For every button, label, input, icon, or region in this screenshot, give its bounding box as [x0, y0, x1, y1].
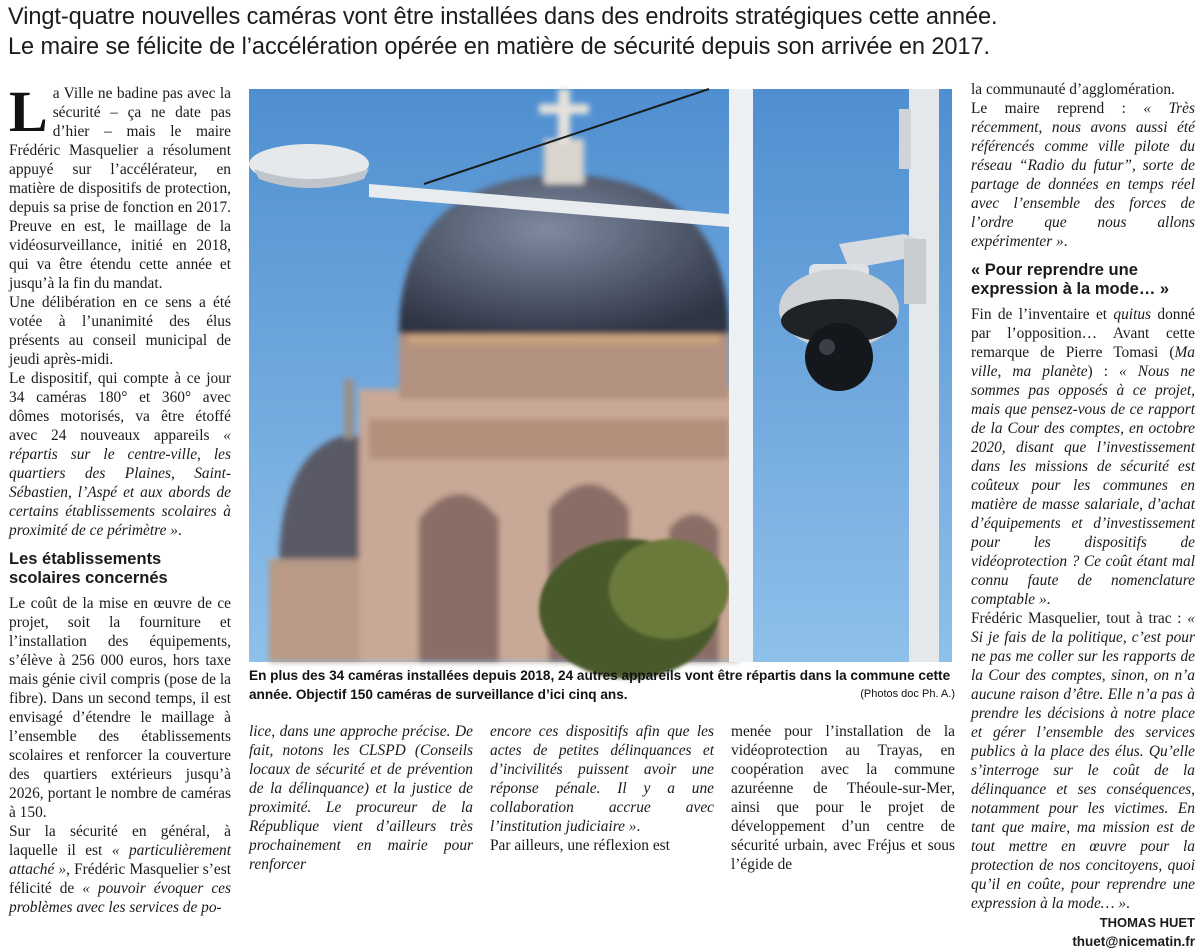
paragraph: la communauté d’agglomération.: [971, 81, 1175, 98]
paragraph-text: .: [177, 522, 182, 539]
caption-text: En plus des 34 caméras installées depuis 2018, 24 autres appareils vont être répartis dans la commune cette année. Objectif 150 caméras de surveillance d’ici cinq ans.: [249, 668, 951, 702]
subhead-line-2: Le maire se félicite de l’accélération opérée en matière de sécurité depuis son arrivée en 2017.: [8, 34, 990, 60]
quote-text: encore ces dispositifs afin que les actes de petites délinquances et d’incivilités puissent avoir une réponse pénale. Il y a une collaboration accrue avec l’institution judiciaire »: [490, 723, 714, 835]
article-column-2: [249, 722, 473, 880]
intro-text: a Ville ne badine pas avec la sécurité – ça ne date pas d’hier – mais le maire Frédéric Masquelier a résolument appuyé sur l’accélérateur, en matière de dispositifs de protection, depuis sa prise de fonction en 2017. Preuve en est, le maillage de la vidéosurveillance, initié en 2018, qui va être étendu cette année et jusqu’à la fin du mandat.: [9, 85, 231, 292]
article-column-4: [731, 722, 955, 880]
crosshead-expression: « Pour reprendre une expression à la mode… »: [971, 261, 1170, 298]
article-column-3: [490, 722, 714, 880]
quote: « répartis sur le centre-ville, les quartiers des Plaines, Saint-Sébastien, l’Aspé et aux abords de certains établissements scolaires à proximité de ce périmètre »: [9, 427, 231, 539]
paragraph: [9, 822, 231, 917]
article-subhead: [8, 2, 1198, 62]
paragraph: Le coût de la mise en œuvre de ce projet, soit la fourniture et l’installation des équipements, s’élève à 256 000 euros, hors taxe mais génie civil compris (pose de la fibre). Dans un second temps, il est envisagé d’étendre le maillage à l’ensemble des établissements scolaires et renforcer la couverture des quartiers extérieurs jusqu’à 2026, portant le nombre de caméras à 150.: [9, 595, 231, 821]
quote-text: lice, dans une approche précise. De fait, notons les CLSPD (Conseils locaux de sécurité et de prévention de la délinquance) et la justice de proximité. Le procureur de la République vient d’ailleurs très prochainement en mairie pour renforcer: [249, 723, 473, 873]
paragraph-text: , Frédéric Masquelier s’est félicité de: [9, 861, 231, 897]
paragraph: [971, 99, 1195, 251]
paragraph-text: .: [1063, 233, 1068, 250]
emphasis: quitus: [1113, 306, 1152, 323]
photo-caption: [249, 666, 955, 704]
paragraph: Par ailleurs, une réflexion est: [490, 837, 670, 854]
paragraph-text: Fin de l’inventaire et: [971, 306, 1114, 323]
paragraph-text: donné par l’opposition… Avant cette remarque de Pierre Tomasi (: [971, 306, 1195, 361]
quote: [249, 722, 473, 874]
paragraph-text: ) :: [1087, 363, 1120, 380]
intro-paragraph: [9, 79, 231, 293]
quote: « pouvoir évoquer ces problèmes avec les services de po-: [9, 880, 231, 916]
quote: « particulièrement attaché »: [9, 842, 231, 878]
paragraph: [9, 369, 231, 540]
paragraph-text: Sur la sécurité en général, à laquelle il est: [9, 823, 231, 859]
paragraph: [971, 609, 1195, 913]
paragraph-text: .: [1126, 895, 1130, 912]
subhead-line-1: Vingt-quatre nouvelles caméras vont être installées dans des endroits stratégiques cette année.: [8, 4, 998, 30]
quote: « Nous ne sommes pas opposés à ce projet, mais que pensez-vous de ce rapport de la Cour des comptes, en octobre 2020, disant que l’investissement dans les missions de sécurité est coûteux pour les communes en matière de masse salariale, d’achat d’équipements et d’investissement pour les dispositifs de vidéoprotection ? Ce coût étant mal connu faute de nomenclature comptable »: [971, 363, 1195, 608]
paragraph: menée pour l’installation de la vidéoprotection au Trayas, en coopération avec la commune azuréenne de Théoule-sur-Mer, ainsi que pour le projet de développement d’un centre de sécurité urbain, avec Fréjus et sous l’égide de: [731, 723, 955, 873]
article-column-1: [9, 79, 231, 916]
article-column-5: [971, 80, 1195, 949]
paragraph: Une délibération en ce sens a été votée à l’unanimité des élus présents au conseil municipal de jeudi après-midi.: [9, 294, 231, 368]
paragraph-text: .: [636, 818, 641, 835]
photo-credit: (Photos doc Ph. A.): [860, 688, 955, 700]
paragraph-text: Le dispositif, qui compte à ce jour 34 caméras 180° et 360° avec dômes motorisés, va être étoffé avec 24 nouveaux appareils: [9, 370, 231, 444]
paragraph-text: .: [1046, 591, 1051, 608]
emphasis: Ma ville, ma planète: [971, 344, 1195, 380]
article-photo: [249, 89, 952, 662]
drop-cap: L: [9, 79, 48, 144]
photo-camera-dome-illustration: [249, 89, 952, 662]
quote: « Très récemment, nous avons aussi été référencés comme ville pilote du réseau “Radio du futur”, sorte de partage de données en temps réel avec l’ensemble des forces de l’ordre que nous allons expérimenter »: [971, 100, 1195, 250]
author-name: THOMAS HUET: [1099, 915, 1195, 930]
paragraph: [971, 305, 1195, 609]
paragraph: [490, 722, 714, 836]
paragraph-text: Le maire reprend :: [971, 100, 1144, 117]
author-email[interactable]: thuet@nicematin.fr: [1072, 934, 1195, 949]
crosshead-schools: Les établissements scolaires concernés: [9, 550, 168, 587]
paragraph-text: Frédéric Masquelier, tout à trac :: [971, 610, 1188, 627]
quote: « Si je fais de la politique, c’est pour ne pas me coller sur les rapports de la Cour des comptes, sinon, on n’a aucune raison d’être. Elle n’a pas à prendre les décisions à notre place et gérer l’ensemble des services publics à la place des élus. Qu’elle s’interroge sur le coût de la délinquance et ses conséquences, notamment pour les victimes. En tant que maire, ma mission est de tout mettre en œuvre pour la protection de nos concitoyens, quoi qu’il en coûte, pour reprendre une expression à la mode… »: [971, 610, 1195, 912]
